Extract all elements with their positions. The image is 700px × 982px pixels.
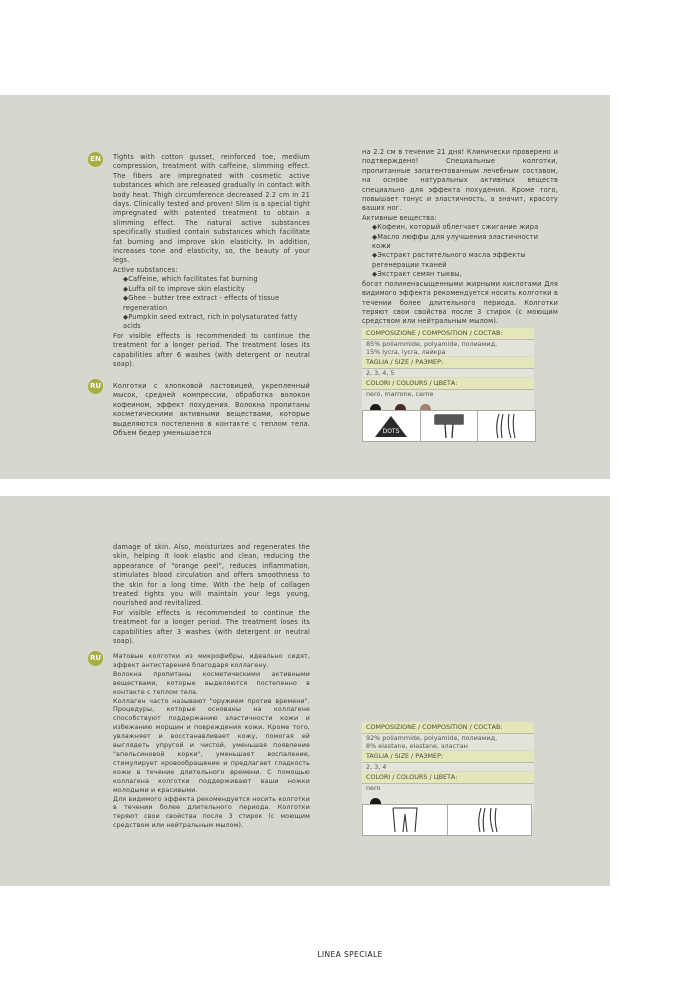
legs-icon <box>448 805 532 835</box>
ru-item: ◆Кофеин, который облегчает сжигание жира <box>372 223 539 232</box>
feature-icons <box>362 804 532 836</box>
spec-table <box>362 721 534 814</box>
size-value: 2, 3, 4 <box>366 763 387 771</box>
ru-item: ◆Масло люффы для улучшения эластичности кожи <box>372 232 539 251</box>
ru-cont: на 2.2 см в течение 21 дня! Клинически проверено и подтверждено! Специальные колготки, пропитанные запатентованным лечебным составом, на основе натуральных активных веществ специально для эффекта похудения. Кроме того, повышает тонус и эластичность, а значит, красоту ваших ног. <box>362 148 558 213</box>
en-description <box>113 543 310 646</box>
briefs-top-icon <box>421 411 479 441</box>
feature-icons <box>362 410 536 442</box>
size-label: TAGLIA / SIZE / РАЗМЕР: <box>362 357 534 368</box>
footer-title: LINEA SPECIALE <box>317 950 383 959</box>
en-item: ◆Caffeine, which facilitates fat burning <box>123 275 258 284</box>
ru-paragraph: Коллаген часто называют "оружием против времени". Процедуры, которые основаны на коллагене способствуют поддержанию эластичности кожи и избежанию морщин и повреждения кожи. Кроме того, увлажняет и восстанавливает кожу, помогая ей выглядеть упругой и чистой, уменьшая появление "апельсиновой корки", уменьшает воспаление, стимулирует кровообращение и предлагает гладкость кожи в течение длительного времени. С помощью коллагена колготки поддерживают ваши ножки молодыми и красивыми. <box>113 697 310 794</box>
tights-icon <box>363 805 448 835</box>
ru-item: ◆Экстракт семян тыквы, <box>372 270 462 279</box>
en-tail: For visible effects is recommended to continue the treatment for a longer period. The treatment loses its capabilities after 3 washes (with detergent or neutral soap). <box>113 608 310 646</box>
ru-paragraph: Для видимого эффекта рекомендуется носить колготки в течении более длительного периода. Колготки теряют свои свойства после 3 стирок (с моющим средством или нейтральным мылом). <box>113 795 310 830</box>
colors-value: nero, marrone, carne <box>366 390 434 398</box>
size-label: TAGLIA / SIZE / РАЗМЕР: <box>362 751 534 762</box>
en-description <box>113 153 310 369</box>
ru-text: Колготки с хлопковой ластовицей, укрепленный мысок, средней компрессии, обработка волокон кофеином, эффект похудения. Волокна пропитаны косметическими активными веществами, которые выделяются постепенно в контакте с теплом тела. Объем бедер уменьшается <box>113 382 310 438</box>
composition-line: 92% poliammide, polyamide, полиамид, <box>366 734 498 742</box>
composition-line: 8% elastane, elastane, эластан <box>366 742 468 750</box>
ru-item: ◆Экстракт растительного масла эффекты регенерации тканей <box>372 251 526 269</box>
en-item: ◆Luffa oil to improve skin elasticity <box>123 284 245 293</box>
en-tail: For visible effects is recommended to continue the treatment for a longer period. The treatment loses its capabilities after 6 washes (with detergent or neutral soap). <box>113 331 310 368</box>
ru-paragraph: Волокна пропитаны косметическими активными веществами, которые выделяются постепенно в контакте с теплом тела. <box>113 670 310 696</box>
en-text: Tights with cotton gusset, reinforced toe, medium compression, treatment with caffeine, slimming effect. The fibers are impregnated with cosmetic active substances which are released gradually in contact with body heat. Thigh circumference decreased 2.2 cm in 21 days. Clinically tested and proven! Slim is a special tight impregnated with patented treatment to obtain a slimming effect. The natural active substances specifically studied contain substances which facilitate fat burning and improve skin elasticity. In addition, increases tone and elasticity, so, the beauty of your legs. <box>113 153 310 265</box>
logo-text: DOTS <box>382 428 400 435</box>
colors-label: COLORI / COLOURS / ЦВЕТА: <box>362 378 534 389</box>
composition-line: 15% lycra, lycra, лайкра <box>366 348 446 356</box>
spec-table <box>362 327 534 420</box>
ru-description <box>113 653 310 831</box>
size-value: 2, 3, 4, 5 <box>366 369 395 377</box>
ru-description <box>113 382 310 438</box>
en-item: ◆Pumpkin seed extract, rich in polysaturated fatty acids <box>123 312 298 331</box>
en-badge: EN <box>88 152 103 167</box>
ru-badge: RU <box>88 651 103 666</box>
colors-label: COLORI / COLOURS / ЦВЕТА: <box>362 772 534 783</box>
composition-line: 85% poliammide, polyamide, полиамид, <box>366 340 498 348</box>
bikini-briefs-logo-icon <box>363 411 421 441</box>
ru-description-continued <box>362 148 558 327</box>
composition-label: COMPOSIZIONE / COMPOSITION / СОСТАВ: <box>362 722 534 733</box>
ru-tail: богат полиненасыщенными жирными кислотами Для видимого эффекта рекомендуется носить колготки в течении более длительного периода. Колготки теряют свои свойства после 3 стирок (с моющим средством или нейтральным мылом). <box>362 279 558 326</box>
ru-paragraph: Матовые колготки из микрофибры, идеально сидят, эффект антистарения благодаря коллагену. <box>113 653 310 669</box>
product-panel-collagen <box>0 496 610 886</box>
colors-value: nero <box>366 784 381 792</box>
legs-icon <box>478 411 535 441</box>
en-text: damage of skin. Also, moisturizes and regenerates the skin, helping it look elastic and clean, reducing the appearance of "orange peel", reduces inflammation, stimulates blood circulation and offers smoothness to the skin for a long time. With the help of collagen treated tights you will maintain your legs young, nourished and revitalized. <box>113 543 310 608</box>
en-item: ◆Ghee - butter tree extract - effects of tissue regeneration <box>123 294 280 312</box>
en-active-title: Active substances: <box>113 265 178 274</box>
composition-label: COMPOSIZIONE / COMPOSITION / СОСТАВ: <box>362 328 534 339</box>
ru-active-title: Активные вещества: <box>362 213 437 222</box>
product-panel-slim <box>0 95 610 479</box>
ru-badge: RU <box>88 379 103 394</box>
